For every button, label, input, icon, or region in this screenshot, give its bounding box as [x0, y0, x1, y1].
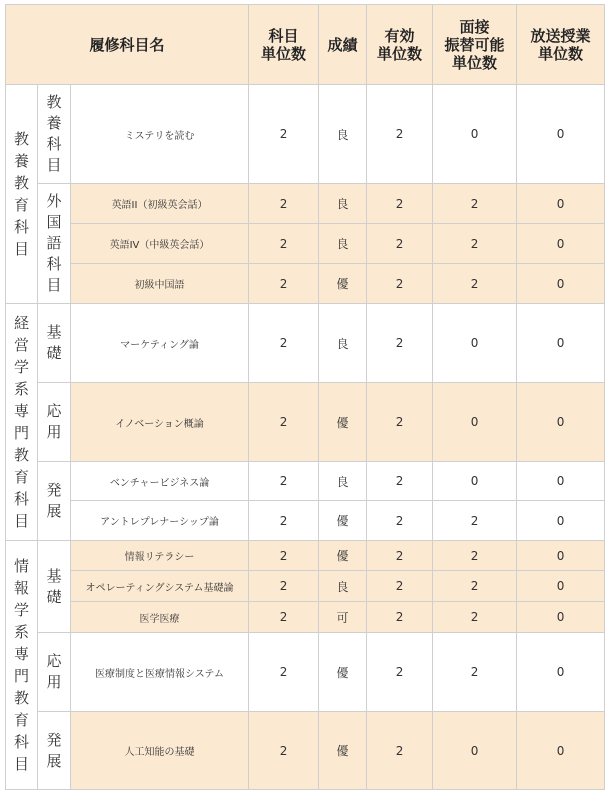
- interview-credits-cell: 2: [433, 602, 517, 633]
- valid-credits-cell: 2: [367, 85, 433, 184]
- subgroup-label: 応 用: [38, 383, 71, 462]
- course-name: 人工知能の基礎: [71, 712, 249, 790]
- broadcast-credits-cell: 0: [517, 184, 605, 224]
- grade-cell: 優: [319, 633, 367, 712]
- table-row: [6, 224, 605, 264]
- credits-cell: 2: [249, 224, 319, 264]
- subgroup-label: 教 養 科 目: [38, 85, 71, 184]
- course-name: ミステリを読む: [71, 85, 249, 184]
- subgroup-label: 基 礎: [38, 304, 71, 383]
- course-name: 医療制度と医療情報システム: [71, 633, 249, 712]
- broadcast-credits-cell: 0: [517, 501, 605, 541]
- valid-credits-cell: 2: [367, 633, 433, 712]
- valid-credits-cell: 2: [367, 541, 433, 571]
- broadcast-credits-cell: 0: [517, 224, 605, 264]
- course-name: 情報リテラシー: [71, 541, 249, 571]
- interview-credits-cell: 2: [433, 541, 517, 571]
- broadcast-credits-cell: 0: [517, 602, 605, 633]
- course-name: 初級中国語: [71, 264, 249, 304]
- valid-credits-cell: 2: [367, 304, 433, 383]
- valid-credits-cell: 2: [367, 712, 433, 790]
- header-broadcast-credits: 放送授業 単位数: [517, 5, 605, 85]
- subgroup-label: 基 礎: [38, 541, 71, 633]
- credits-cell: 2: [249, 541, 319, 571]
- course-name: ベンチャービジネス論: [71, 462, 249, 501]
- grade-cell: 良: [319, 184, 367, 224]
- credits-cell: 2: [249, 712, 319, 790]
- grade-cell: 優: [319, 264, 367, 304]
- table-row: [6, 462, 605, 501]
- credits-cell: 2: [249, 264, 319, 304]
- interview-credits-cell: 0: [433, 304, 517, 383]
- course-name: 英語IV（中級英会話）: [71, 224, 249, 264]
- table-row: [6, 383, 605, 462]
- grade-cell: 優: [319, 541, 367, 571]
- interview-credits-cell: 0: [433, 383, 517, 462]
- broadcast-credits-cell: 0: [517, 712, 605, 790]
- credits-cell: 2: [249, 602, 319, 633]
- credits-cell: 2: [249, 462, 319, 501]
- grade-cell: 優: [319, 501, 367, 541]
- table-row: [6, 184, 605, 224]
- course-name: イノベーション概論: [71, 383, 249, 462]
- course-name: オペレーティングシステム基礎論: [71, 571, 249, 602]
- broadcast-credits-cell: 0: [517, 264, 605, 304]
- table-row: [6, 304, 605, 383]
- valid-credits-cell: 2: [367, 184, 433, 224]
- header-course-name: 履修科目名: [6, 5, 249, 85]
- course-name: 英語II（初級英会話）: [71, 184, 249, 224]
- subgroup-label: 応 用: [38, 633, 71, 712]
- valid-credits-cell: 2: [367, 501, 433, 541]
- valid-credits-cell: 2: [367, 462, 433, 501]
- table-row: [6, 85, 605, 184]
- header-grade: 成績: [319, 5, 367, 85]
- subgroup-label: 発 展: [38, 712, 71, 790]
- header-valid-credits: 有効 単位数: [367, 5, 433, 85]
- subgroup-label: 発 展: [38, 462, 71, 541]
- header-row: [6, 5, 605, 85]
- interview-credits-cell: 2: [433, 264, 517, 304]
- broadcast-credits-cell: 0: [517, 383, 605, 462]
- group-label: 経 営 学 系 専 門 教 育 科 目: [6, 304, 38, 541]
- grades-table: [5, 4, 605, 790]
- grade-cell: 可: [319, 602, 367, 633]
- header-credits: 科目 単位数: [249, 5, 319, 85]
- interview-credits-cell: 0: [433, 712, 517, 790]
- group-label: 情 報 学 系 専 門 教 育 科 目: [6, 541, 38, 790]
- interview-credits-cell: 0: [433, 85, 517, 184]
- credits-cell: 2: [249, 85, 319, 184]
- broadcast-credits-cell: 0: [517, 571, 605, 602]
- credits-cell: 2: [249, 383, 319, 462]
- interview-credits-cell: 2: [433, 501, 517, 541]
- table-row: [6, 264, 605, 304]
- valid-credits-cell: 2: [367, 224, 433, 264]
- valid-credits-cell: 2: [367, 602, 433, 633]
- interview-credits-cell: 2: [433, 184, 517, 224]
- group-label: 教 養 教 育 科 目: [6, 85, 38, 304]
- credits-cell: 2: [249, 501, 319, 541]
- valid-credits-cell: 2: [367, 264, 433, 304]
- broadcast-credits-cell: 0: [517, 633, 605, 712]
- table-row: [6, 602, 605, 633]
- table-row: [6, 541, 605, 571]
- credits-cell: 2: [249, 184, 319, 224]
- interview-credits-cell: 2: [433, 633, 517, 712]
- interview-credits-cell: 2: [433, 224, 517, 264]
- credits-cell: 2: [249, 633, 319, 712]
- grade-cell: 優: [319, 383, 367, 462]
- credits-cell: 2: [249, 571, 319, 602]
- broadcast-credits-cell: 0: [517, 304, 605, 383]
- grade-cell: 良: [319, 571, 367, 602]
- broadcast-credits-cell: 0: [517, 462, 605, 501]
- table-row: [6, 501, 605, 541]
- credits-cell: 2: [249, 304, 319, 383]
- grade-cell: 良: [319, 85, 367, 184]
- broadcast-credits-cell: 0: [517, 85, 605, 184]
- subgroup-label: 外 国 語 科 目: [38, 184, 71, 304]
- table-row: [6, 633, 605, 712]
- course-name: 医学医療: [71, 602, 249, 633]
- header-interview-credits: 面接 振替可能 単位数: [433, 5, 517, 85]
- broadcast-credits-cell: 0: [517, 541, 605, 571]
- grade-cell: 良: [319, 304, 367, 383]
- interview-credits-cell: 0: [433, 462, 517, 501]
- grade-cell: 良: [319, 462, 367, 501]
- table-row: [6, 571, 605, 602]
- course-name: マーケティング論: [71, 304, 249, 383]
- grade-cell: 優: [319, 712, 367, 790]
- table-row: [6, 712, 605, 790]
- grade-cell: 良: [319, 224, 367, 264]
- valid-credits-cell: 2: [367, 383, 433, 462]
- interview-credits-cell: 2: [433, 571, 517, 602]
- valid-credits-cell: 2: [367, 571, 433, 602]
- course-name: アントレプレナーシップ論: [71, 501, 249, 541]
